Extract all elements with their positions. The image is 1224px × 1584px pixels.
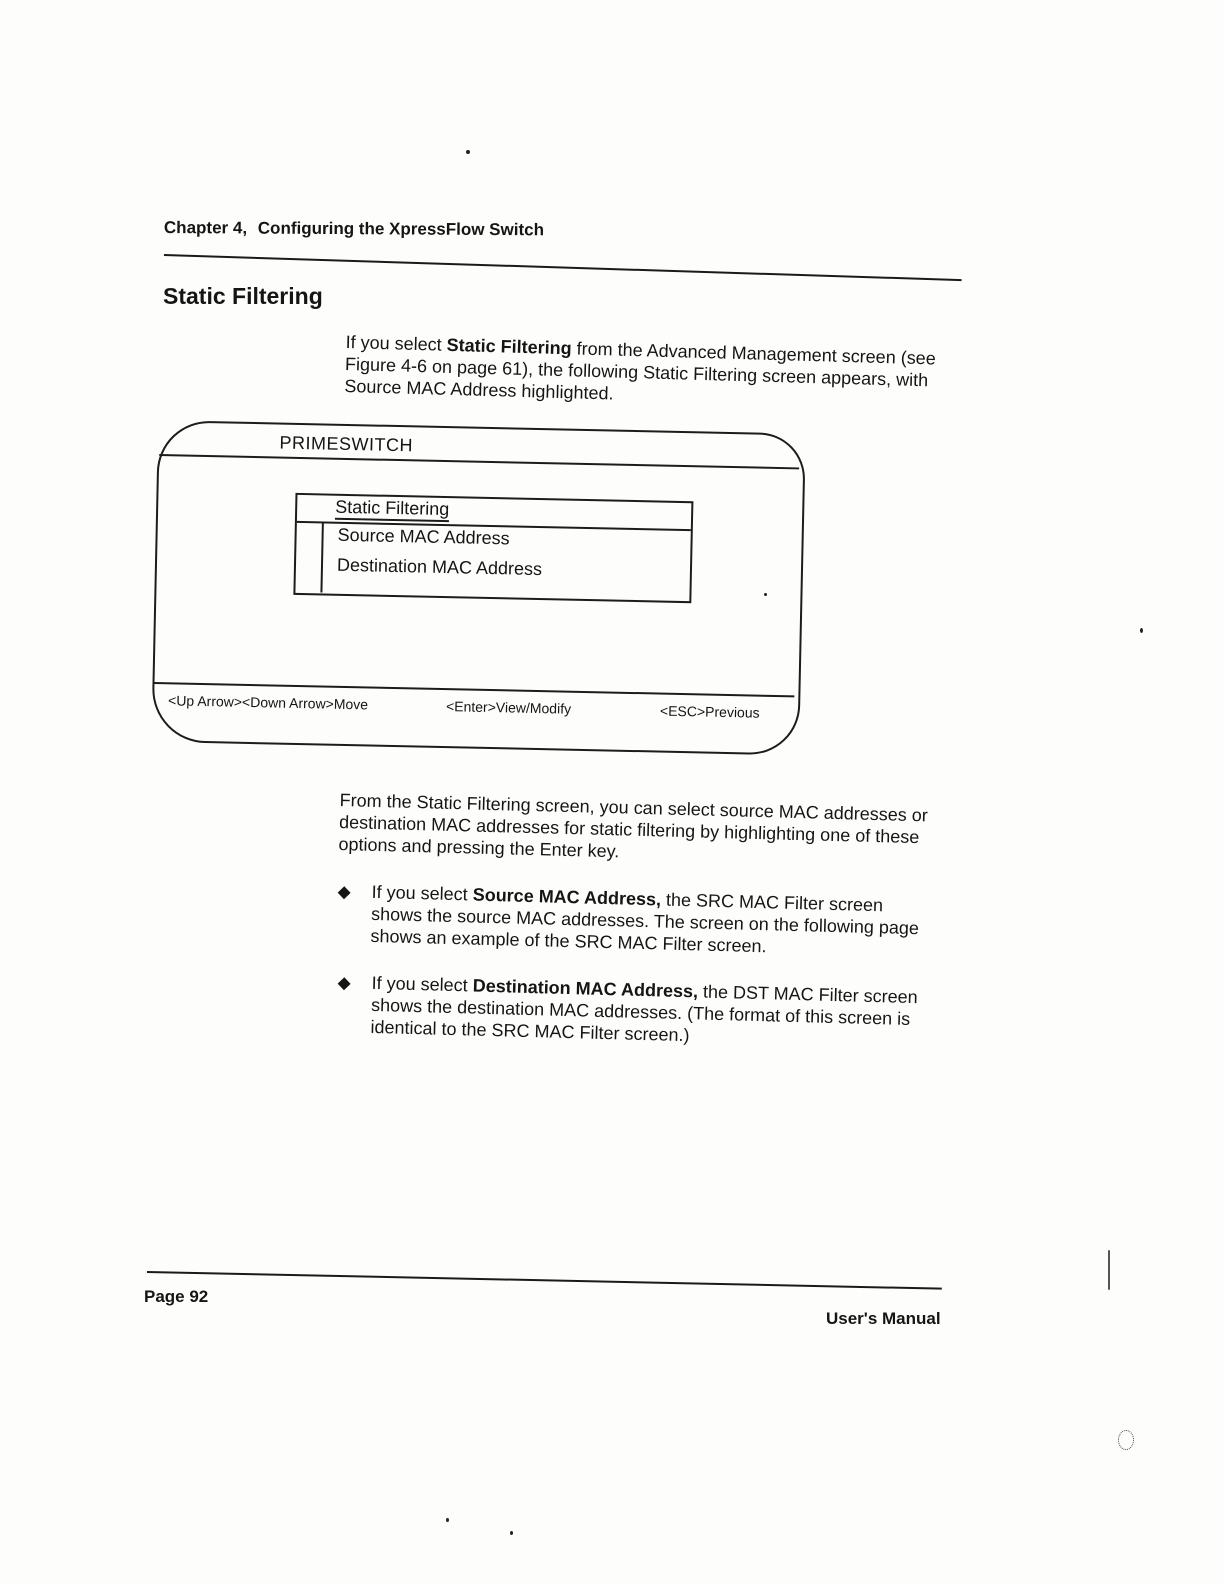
intro-paragraph — [344, 331, 958, 414]
bullet-source-mac — [336, 880, 938, 966]
intro-text-part2: from the Advanced Management screen (see Figure 4-6 on page 61), the following Static Filtering screen appears, with Source MAC Address highlighted. — [344, 338, 937, 404]
menu-title: Static Filtering — [335, 497, 450, 522]
scan-speck — [1108, 1250, 1110, 1290]
bullet-text-part1: If you select — [371, 972, 473, 996]
bullet-diamond-icon: ◆ — [337, 972, 352, 993]
manual-label: User's Manual — [826, 1309, 941, 1328]
footer-rule — [147, 1271, 942, 1290]
bullet-diamond-icon: ◆ — [337, 881, 352, 902]
body-paragraph: From the Static Filtering screen, you can select source MAC addresses or destination MAC addresses for static filtering by highlighting one of these options and pressing the Enter key. — [338, 789, 929, 862]
scan-speck — [764, 593, 767, 596]
bullet-destination-mac — [336, 971, 938, 1057]
bullet-text-bold: Source MAC Address, — [472, 884, 662, 910]
hint-move: <Up Arrow><Down Arrow>Move — [167, 692, 369, 713]
hint-view-modify: <Enter>View/Modify — [445, 698, 572, 717]
terminal-title: PRIMESWITCH — [279, 432, 414, 456]
menu-item-source-mac[interactable]: Source MAC Address — [337, 524, 510, 549]
menu-item-destination-mac[interactable]: Destination MAC Address — [336, 554, 543, 580]
bullet-text-part2: the DST MAC Filter screen shows the destination MAC addresses. (The format of this screen is identical to the SRC MAC Filter screen.) — [370, 981, 918, 1046]
header-rule — [164, 254, 962, 281]
terminal-title-rule — [159, 454, 799, 469]
scan-speck — [1140, 628, 1143, 633]
chapter-number: Chapter 4, — [163, 218, 248, 238]
scan-speck — [466, 150, 470, 154]
section-title: Static Filtering — [163, 283, 323, 309]
scan-speck — [510, 1531, 513, 1535]
menu-gutter — [320, 522, 323, 592]
bullet-text — [370, 881, 938, 962]
bullet-text-part2: the SRC MAC Filter screen shows the source MAC addresses. The screen on the following page shows an example of the SRC MAC Filter screen. — [370, 889, 920, 957]
intro-text-part1: If you select — [345, 331, 447, 355]
bullet-text-part1: If you select — [371, 881, 473, 905]
bullet-text — [370, 972, 938, 1053]
bullet-text-bold: Destination MAC Address, — [472, 975, 699, 1002]
page-number: Page 92 — [144, 1287, 209, 1306]
chapter-header — [164, 218, 544, 240]
chapter-title: Configuring the XpressFlow Switch — [257, 218, 545, 240]
static-filtering-menu — [293, 493, 693, 603]
hint-previous: <ESC>Previous — [659, 702, 760, 721]
scan-speck — [446, 1518, 449, 1522]
intro-text-bold: Static Filtering — [446, 334, 572, 359]
terminal-screen — [151, 420, 806, 756]
scan-speck — [1118, 1430, 1134, 1450]
